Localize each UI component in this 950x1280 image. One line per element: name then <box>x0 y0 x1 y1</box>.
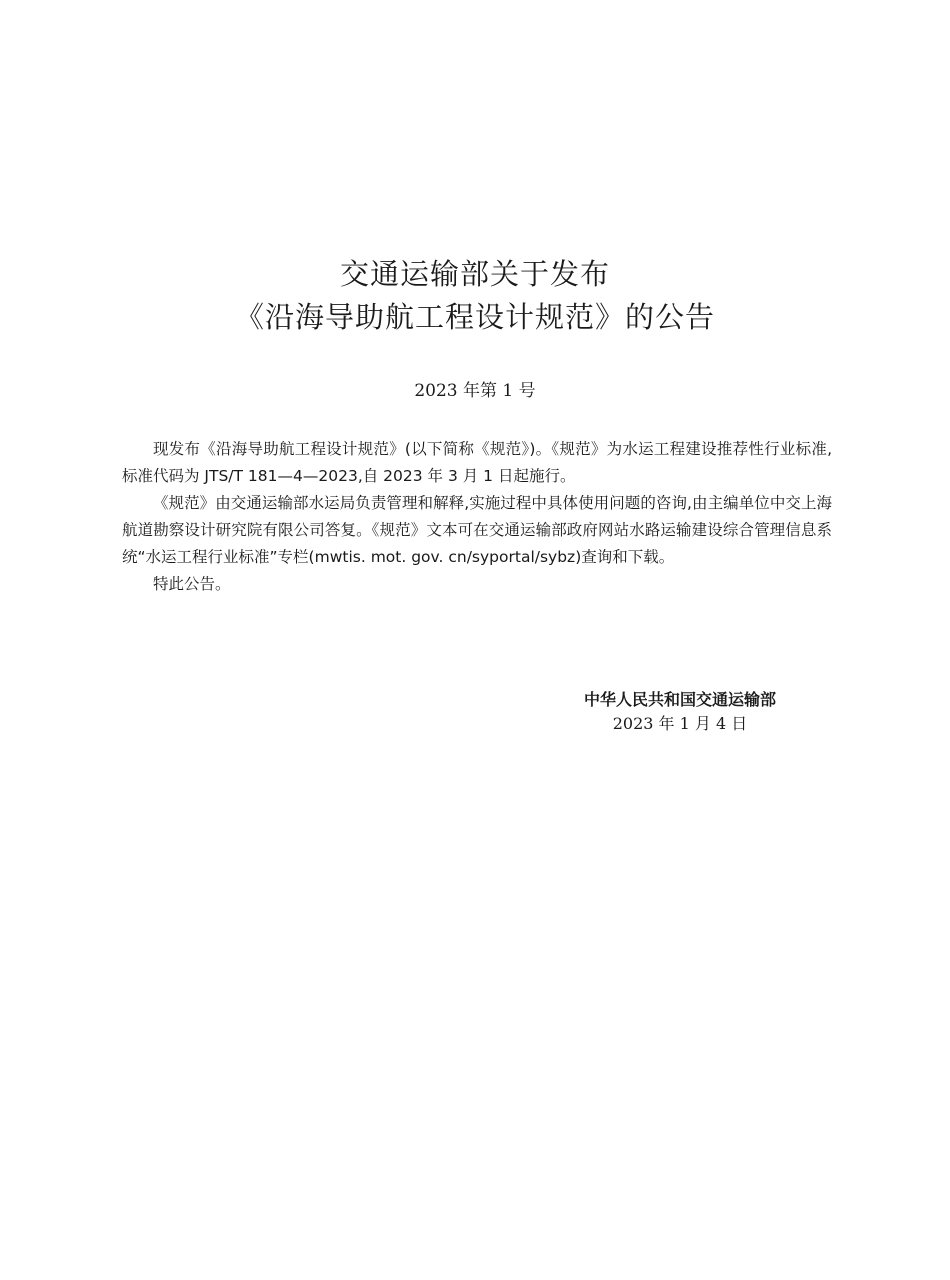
announcement-body <box>122 436 832 598</box>
title-line-2: 《沿海导助航工程设计规范》的公告 <box>234 300 715 334</box>
signer-organization: 中华人民共和国交通运输部 <box>583 690 776 709</box>
announcement-number: 2023 年第 1 号 <box>414 381 536 401</box>
signer-date: 2023 年 1 月 4 日 <box>612 714 748 733</box>
paragraph-1: 现发布《沿海导助航工程设计规范》(以下简称《规范》)。《规范》为水运工程建设推荐性行业标准,标准代码为 JTS/T 181—4—2023,自 2023 年 3 月 1 日起施行。 <box>122 440 832 485</box>
paragraph-3: 特此公告。 <box>153 575 231 593</box>
paragraph-2: 《规范》由交通运输部水运局负责管理和解释,实施过程中具体使用问题的咨询,由主编单位中交上海航道勘察设计研究院有限公司答复。《规范》文本可在交通运输部政府网站水路运输建设综合管理信息系统“水运工程行业标准”专栏(mwtis. mot. gov. cn/syportal/sybz)查询和下载。 <box>122 494 832 566</box>
title-line-1: 交通运输部关于发布 <box>339 257 610 291</box>
